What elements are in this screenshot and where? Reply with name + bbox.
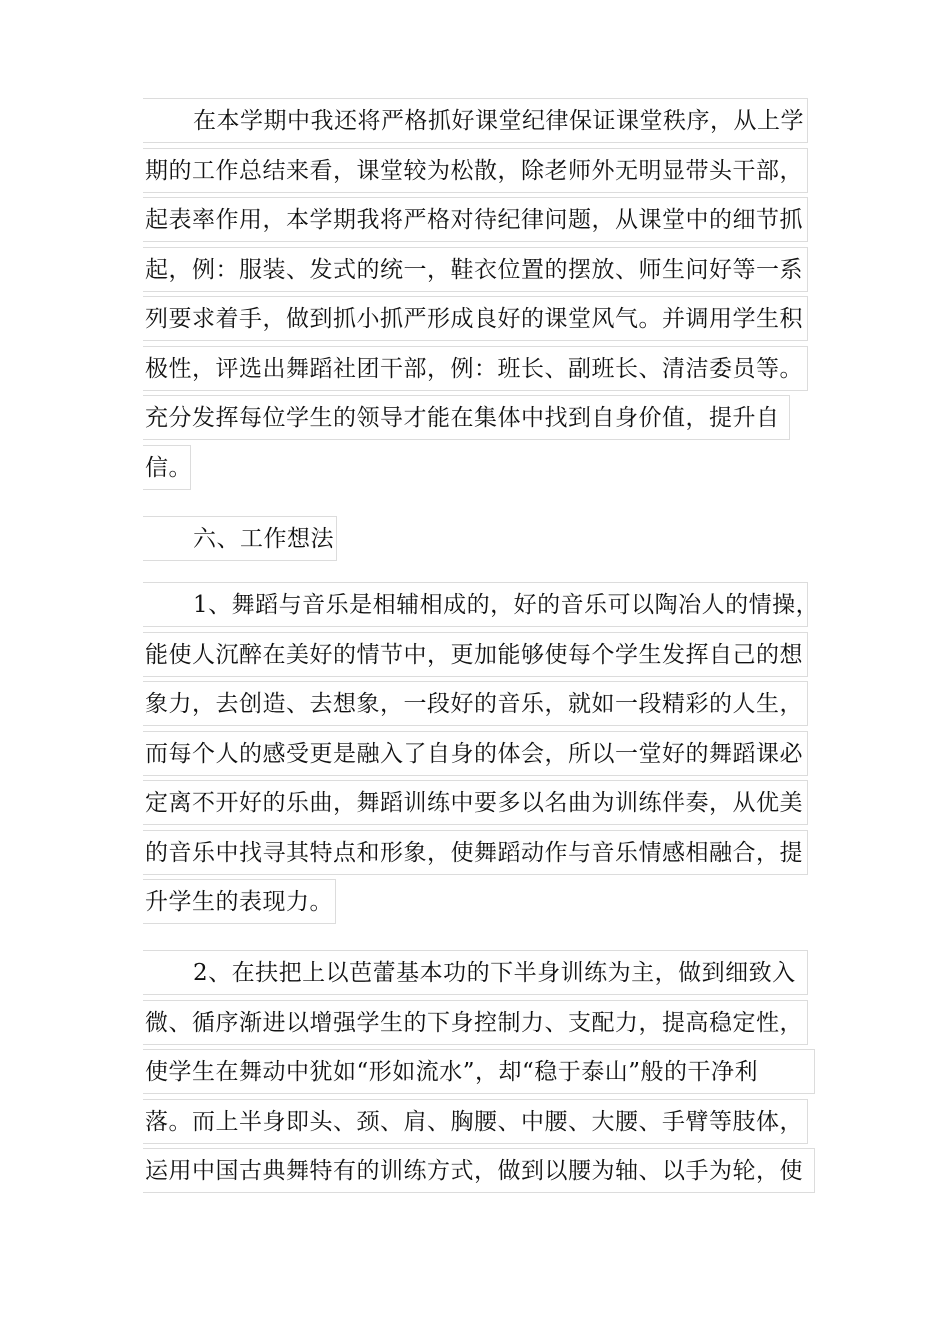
paragraph-1-line-1: 在本学期中我还将严格抓好课堂纪律保证课堂秩序，从上学 <box>143 98 808 143</box>
paragraph-1-line-3: 起表率作用，本学期我将严格对待纪律问题，从课堂中的细节抓 <box>143 197 808 242</box>
paragraph-3-line-5: 运用中国古典舞特有的训练方式，做到以腰为轴、以手为轮，使 <box>143 1148 815 1193</box>
paragraph-1-line-2: 期的工作总结来看，课堂较为松散，除老师外无明显带头干部， <box>143 148 808 193</box>
paragraph-1-line-7: 充分发挥每位学生的领导才能在集体中找到自身价值，提升自 <box>143 395 790 440</box>
paragraph-3-line-3: 使学生在舞动中犹如“形如流水”，却“稳于泰山”般的干净利 <box>143 1049 815 1094</box>
paragraph-1-line-4: 起，例：服装、发式的统一，鞋衣位置的摆放、师生问好等一系 <box>143 247 808 292</box>
paragraph-3-line-1: 2、在扶把上以芭蕾基本功的下半身训练为主，做到细致入 <box>143 950 808 995</box>
paragraph-3-line-2: 微、循序渐进以增强学生的下身控制力、支配力，提高稳定性， <box>143 1000 808 1045</box>
paragraph-2-line-1: 1、舞蹈与音乐是相辅相成的，好的音乐可以陶冶人的情操， <box>143 582 808 627</box>
paragraph-2-line-6: 的音乐中找寻其特点和形象，使舞蹈动作与音乐情感相融合，提 <box>143 830 808 875</box>
paragraph-2-line-5: 定离不开好的乐曲，舞蹈训练中要多以名曲为训练伴奏，从优美 <box>143 780 808 825</box>
section-heading: 六、工作想法 <box>143 516 337 561</box>
paragraph-2-line-4: 而每个人的感受更是融入了自身的体会，所以一堂好的舞蹈课必 <box>143 731 808 776</box>
paragraph-1-line-8: 信。 <box>143 445 191 490</box>
paragraph-2-line-2: 能使人沉醉在美好的情节中，更加能够使每个学生发挥自己的想 <box>143 632 808 677</box>
paragraph-3-line-4: 落。而上半身即头、颈、肩、胸腰、中腰、大腰、手臂等肢体， <box>143 1099 808 1144</box>
paragraph-2-line-3: 象力，去创造、去想象，一段好的音乐，就如一段精彩的人生， <box>143 681 808 726</box>
paragraph-1-line-5: 列要求着手，做到抓小抓严形成良好的课堂风气。并调用学生积 <box>143 296 808 341</box>
paragraph-2-line-7: 升学生的表现力。 <box>143 879 336 924</box>
paragraph-1-line-6: 极性，评选出舞蹈社团干部，例：班长、副班长、清洁委员等。 <box>143 346 808 391</box>
